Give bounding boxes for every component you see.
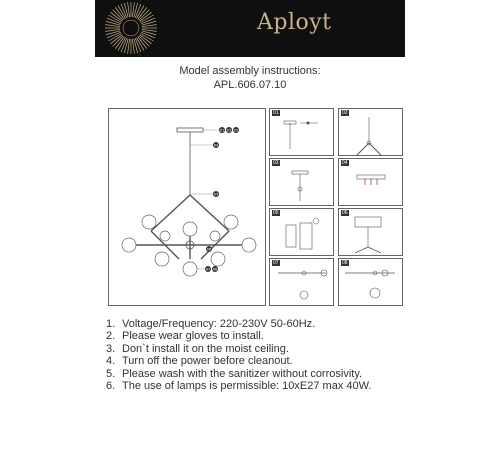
sunburst-ray (142, 25, 157, 27)
step-panel-08 (338, 258, 403, 306)
document-title: Model assembly instructions: (179, 65, 321, 77)
instruction-number: 3. (106, 342, 116, 355)
instruction-item (106, 343, 371, 355)
step-panel-05 (269, 208, 334, 256)
sunburst-ray (124, 39, 128, 53)
sunburst-logo-icon (95, 0, 175, 57)
step-label: 08 (342, 260, 348, 266)
sunburst-ray (132, 2, 134, 17)
instruction-item (106, 380, 371, 392)
callout-04-label: 04 (213, 143, 219, 148)
callout-02-label: 02 (226, 128, 232, 133)
step-panel-02 (338, 108, 403, 156)
step-panel-06 (338, 208, 403, 256)
sunburst-ray (142, 29, 157, 31)
instruction-text: Please wear gloves to install. (122, 330, 264, 343)
instruction-text: Turn off the power before cleanout. (122, 355, 293, 368)
step-label: 02 (342, 110, 348, 116)
sunburst-ray (105, 25, 120, 27)
step-label: 03 (273, 160, 279, 166)
brand-banner (95, 0, 405, 57)
brand-name: Aployt (257, 10, 332, 35)
sunburst-ray (128, 2, 130, 17)
callout-01-label: 01 (219, 128, 225, 133)
instruction-number: 2. (106, 330, 116, 343)
instruction-item (106, 330, 371, 342)
instruction-number: 4. (106, 355, 116, 368)
sunburst-ray (106, 21, 120, 25)
instruction-text: Voltage/Frequency: 220-230V 50-60Hz. (122, 318, 316, 330)
instruction-item (106, 368, 371, 380)
sunburst-ray (134, 3, 138, 17)
instruction-item (106, 318, 371, 330)
instruction-number: 6. (106, 379, 116, 392)
step-label: 01 (273, 110, 279, 116)
sunburst-ray (105, 29, 120, 31)
instruction-item (106, 355, 371, 367)
safety-instructions-list (106, 318, 371, 392)
step-label: 07 (273, 260, 279, 266)
sunburst-ray (106, 31, 120, 35)
instruction-number: 1. (106, 318, 116, 330)
assembly-steps-grid (269, 108, 403, 306)
step-panel-01 (269, 108, 334, 156)
sunburst-ray (142, 31, 156, 35)
callout-08-label: 08 (212, 267, 218, 272)
instruction-number: 5. (106, 367, 116, 380)
instruction-text: Don`t install it on the moist ceiling. (122, 342, 289, 355)
step-panel-03 (269, 158, 334, 206)
chandelier-diagram (108, 108, 266, 306)
callout-05-label: 05 (213, 192, 219, 197)
sunburst-ray (142, 21, 156, 25)
step-panel-07 (269, 258, 334, 306)
sunburst-ray (128, 39, 130, 54)
step-label: 06 (342, 210, 348, 216)
callout-06-label: 06 (206, 247, 212, 252)
callout-07-label: 07 (205, 267, 211, 272)
sunburst-ray (134, 39, 138, 53)
sunburst-ray (132, 39, 134, 54)
sunburst-ray (124, 3, 128, 17)
instruction-text: The use of lamps is permissible: 10xE27 max 40W. (122, 379, 372, 392)
step-label: 04 (342, 160, 348, 166)
callout-03-label: 03 (233, 128, 239, 133)
step-panel-04 (338, 158, 403, 206)
step-label: 05 (273, 210, 279, 216)
instruction-text: Please wash with the sanitizer without corrosivity. (122, 367, 363, 380)
canopy-shape (177, 128, 203, 132)
model-number: APL.606.07.10 (213, 79, 287, 91)
